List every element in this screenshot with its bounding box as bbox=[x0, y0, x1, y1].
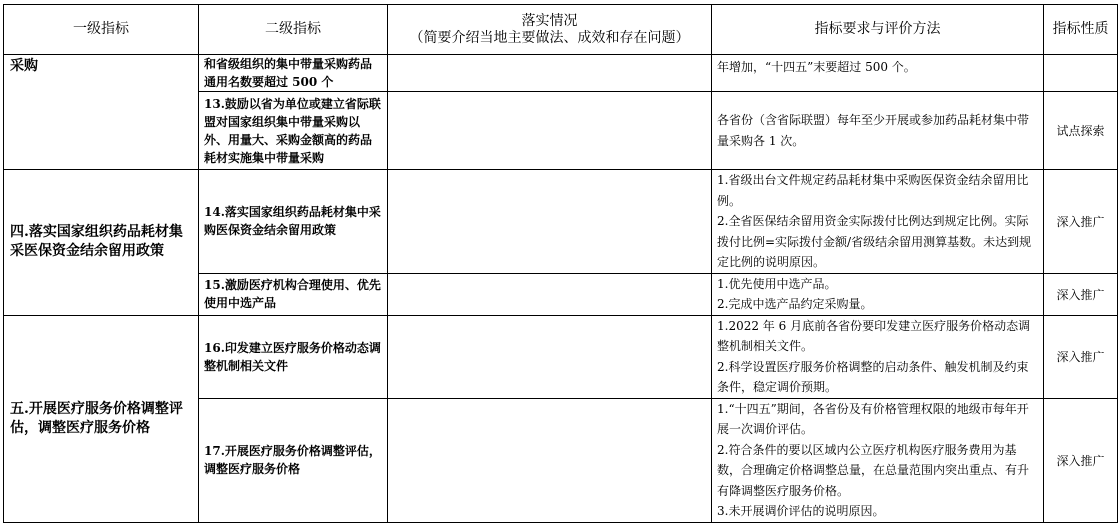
requirement-item: 年增加，“十四五”末要超过 500 个。 bbox=[717, 60, 916, 74]
implementation-cell[interactable] bbox=[388, 55, 712, 92]
nature-cell: 深入推广 bbox=[1044, 315, 1118, 398]
level2-cell: 17.开展医疗服务价格调整评估，调整医疗服务价格 bbox=[199, 398, 388, 522]
requirements-cell bbox=[712, 92, 1044, 170]
implementation-cell[interactable] bbox=[388, 92, 712, 170]
table-row bbox=[4, 55, 1118, 92]
requirement-item: 2.完成中选产品约定采购量。 bbox=[717, 297, 873, 311]
header-row bbox=[4, 5, 1118, 55]
level1-cell: 采购 bbox=[4, 55, 199, 170]
requirement-item: 1.“十四五”期间，各省份及有价格管理权限的地级市每年开展一次调价评估。 bbox=[717, 401, 1029, 436]
implementation-cell[interactable] bbox=[388, 170, 712, 274]
requirement-item: 3.未开展调价评估的说明原因。 bbox=[717, 504, 885, 518]
nature-cell: 深入推广 bbox=[1044, 398, 1118, 522]
implementation-cell[interactable] bbox=[388, 315, 712, 398]
requirements-cell bbox=[712, 398, 1044, 522]
nature-cell: 深入推广 bbox=[1044, 170, 1118, 274]
level2-cell: 16.印发建立医疗服务价格动态调整机制相关文件 bbox=[199, 315, 388, 398]
header-implementation-title: 落实情况 bbox=[521, 12, 578, 29]
level2-cell: 和省级组织的集中带量采购药品通用名数要超过 500 个 bbox=[199, 55, 388, 92]
requirement-item: 1.省级出台文件规定药品耗材集中采购医保资金结余留用比例。 bbox=[717, 173, 1029, 208]
header-level1: 一级指标 bbox=[4, 5, 199, 55]
implementation-cell[interactable] bbox=[388, 398, 712, 522]
requirement-item: 1.优先使用中选产品。 bbox=[717, 276, 837, 291]
header-nature: 指标性质 bbox=[1044, 5, 1118, 55]
requirements-cell bbox=[712, 273, 1044, 315]
requirement-item: 1.2022 年 6 月底前各省份要印发建立医疗服务价格动态调整机制相关文件。 bbox=[717, 318, 1031, 353]
header-level2: 二级指标 bbox=[199, 5, 388, 55]
requirements-cell bbox=[712, 170, 1044, 274]
table-row bbox=[4, 170, 1118, 274]
level1-cell: 五.开展医疗服务价格调整评估，调整医疗服务价格 bbox=[4, 315, 199, 522]
nature-cell: 深入推广 bbox=[1044, 273, 1118, 315]
nature-cell: 试点探索 bbox=[1044, 92, 1118, 170]
requirement-item: 2.全省医保结余留用资金实际拨付比例达到规定比例。实际拨付比例=实际拨付金额/省级结余留用测算基数。未达到规定比例的说明原因。 bbox=[717, 214, 1032, 269]
header-implementation bbox=[388, 5, 712, 55]
table-row bbox=[4, 315, 1118, 398]
header-requirements: 指标要求与评价方法 bbox=[712, 5, 1044, 55]
requirements-cell bbox=[712, 315, 1044, 398]
level2-cell: 13.鼓励以省为单位或建立省际联盟对国家组织集中带量采购以外、用量大、采购金额高的药品耗材实施集中带量采购 bbox=[199, 92, 388, 170]
requirement-item: 2.符合条件的要以区域内公立医疗机构医疗服务费用为基数，合理确定价格调整总量，在总量范围内突出重点、有升有降调整医疗服务价格。 bbox=[717, 442, 1030, 498]
requirement-item: 各省份（含省际联盟）每年至少开展或参加药品耗材集中带量采购各 1 次。 bbox=[717, 113, 1030, 148]
level1-cell: 四.落实国家组织药品耗材集采医保资金结余留用政策 bbox=[4, 170, 199, 316]
level2-cell: 14.落实国家组织药品耗材集中采购医保资金结余留用政策 bbox=[199, 170, 388, 274]
requirements-cell bbox=[712, 55, 1044, 92]
nature-cell bbox=[1044, 55, 1118, 92]
evaluation-table bbox=[3, 4, 1118, 523]
implementation-cell[interactable] bbox=[388, 273, 712, 315]
header-implementation-subtitle: （简要介绍当地主要做法、成效和存在问题） bbox=[409, 29, 690, 46]
level2-cell: 15.激励医疗机构合理使用、优先使用中选产品 bbox=[199, 273, 388, 315]
requirement-item: 2.科学设置医疗服务价格调整的启动条件、触发机制及约束条件，稳定调价预期。 bbox=[717, 359, 1029, 394]
